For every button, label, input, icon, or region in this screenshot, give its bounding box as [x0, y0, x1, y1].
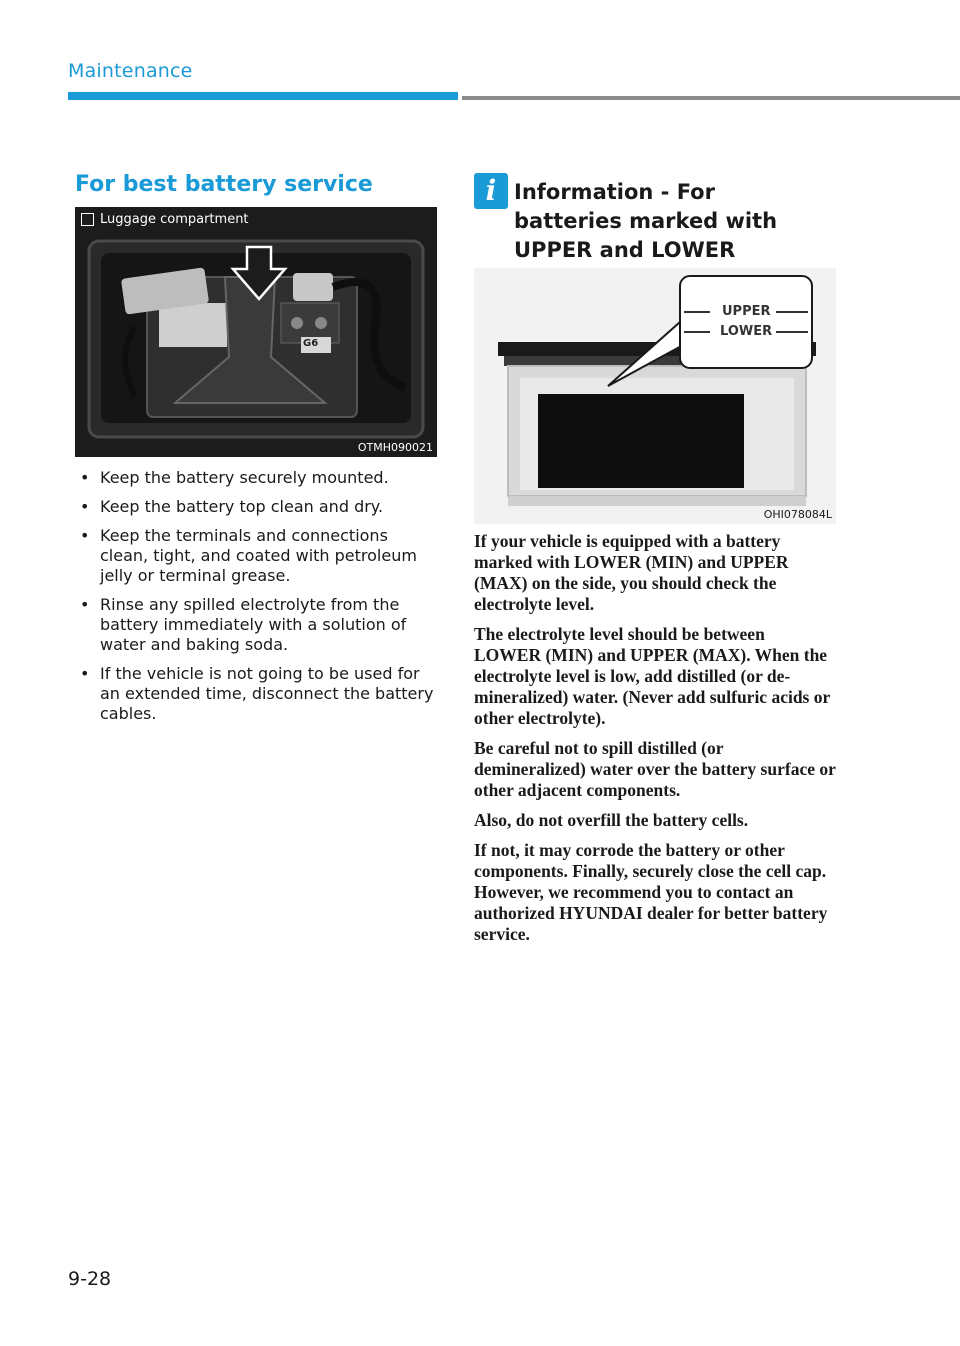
info-paragraph: The electrolyte level should be between LOWER (MIN) and UPPER (MAX). When the electrolyte level is low, add distilled (or de-mineralized) water. (Never add sulfuric acids or other electrolyte). [474, 624, 830, 728]
list-item: • Keep the terminals and connections clean, tight, and coated with petroleum jelly or terminal grease. [80, 526, 417, 585]
battery-level-illustration [474, 268, 836, 524]
battery-photo-illustration [75, 207, 437, 457]
section-title: Maintenance [68, 60, 193, 82]
list-item: • Keep the battery securely mounted. [80, 468, 389, 487]
battery-service-heading: For best battery service [75, 172, 373, 197]
info-paragraph: Also, do not overfill the battery cells. [474, 810, 749, 830]
list-item: • If the vehicle is not going to be used for an extended time, disconnect the battery cables. [80, 664, 434, 723]
photo-code: OTMH090021 [357, 441, 433, 454]
info-heading: Information - For batteries marked with UPPER and LOWER [514, 180, 778, 262]
list-item: • Keep the battery top clean and dry. [80, 497, 384, 516]
battery-size-label: G6 [303, 338, 319, 349]
info-icon: i [474, 173, 508, 209]
page-number: 9-28 [68, 1268, 112, 1290]
battery-level-diagram [474, 268, 836, 524]
photo-caption [81, 212, 249, 227]
lower-label: LOWER [720, 324, 773, 339]
luggage-compartment-photo [75, 207, 437, 457]
info-paragraph: If not, it may corrode the battery or other components. Finally, securely close the cell cap. However, we recommend you to contact an authorized HYUNDAI dealer for better battery service. [474, 840, 828, 944]
battery-service-list [78, 468, 438, 733]
info-body [474, 531, 836, 954]
list-item: • Rinse any spilled electrolyte from the battery immediately with a solution of water and baking soda. [80, 595, 407, 654]
header-rule-blue [68, 92, 458, 100]
info-paragraph: If your vehicle is equipped with a battery marked with LOWER (MIN) and UPPER (MAX) on the side, you should check the electrolyte level. [474, 531, 789, 614]
photo-caption-text: Luggage compartment [100, 212, 249, 227]
upper-label: UPPER [722, 304, 771, 319]
checkbox-square-icon [81, 213, 94, 226]
info-paragraph: Be careful not to spill distilled (or demineralized) water over the battery surface or other adjacent components. [474, 738, 836, 800]
header-rule-grey [462, 96, 960, 100]
diagram-code: OHI078084L [763, 508, 832, 521]
